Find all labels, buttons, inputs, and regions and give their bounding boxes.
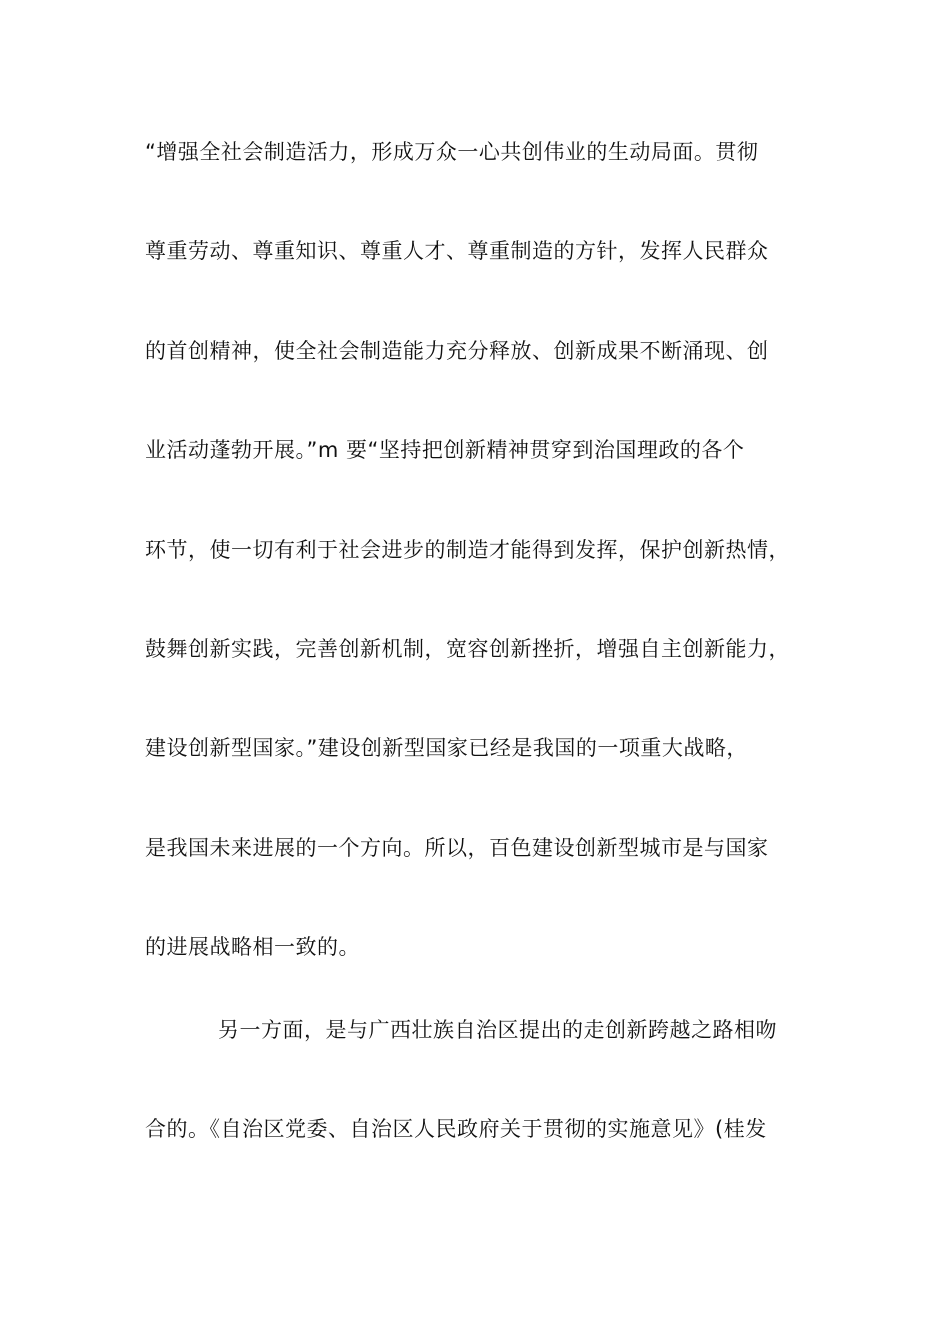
text-line: 尊重劳动、尊重知识、尊重人才、尊重制造的方针，发挥人民群众 [145, 239, 769, 263]
text-line: 业活动蓬勃开展。”m 要“坚持把创新精神贯穿到治国理政的各个 [145, 438, 745, 462]
text-line: 是我国未来进展的一个方向。所以，百色建设创新型城市是与国家 [145, 836, 769, 860]
text-line: 的首创精神，使全社会制造能力充分释放、创新成果不断涌现、创 [145, 339, 769, 363]
text-line: 环节，使一切有利于社会进步的制造才能得到发挥，保护创新热情， [145, 538, 790, 562]
text-line: 建设创新型国家。”建设创新型国家已经是我国的一项重大战略， [145, 736, 748, 760]
text-line: 鼓舞创新实践，完善创新机制，宽容创新挫折，增强自主创新能力， [145, 637, 790, 661]
text-line: “增强全社会制造活力，形成万众一心共创伟业的生动局面。贯彻 [145, 140, 759, 164]
paragraph-start-line: 另一方面，是与广西壮族自治区提出的走创新跨越之路相吻 [218, 1018, 777, 1042]
text-line: 合的。《自治区党委、自治区人民政府关于贯彻的实施意见》(桂发 [145, 1117, 767, 1141]
text-line: 的进展战略相一致的。 [145, 935, 360, 959]
